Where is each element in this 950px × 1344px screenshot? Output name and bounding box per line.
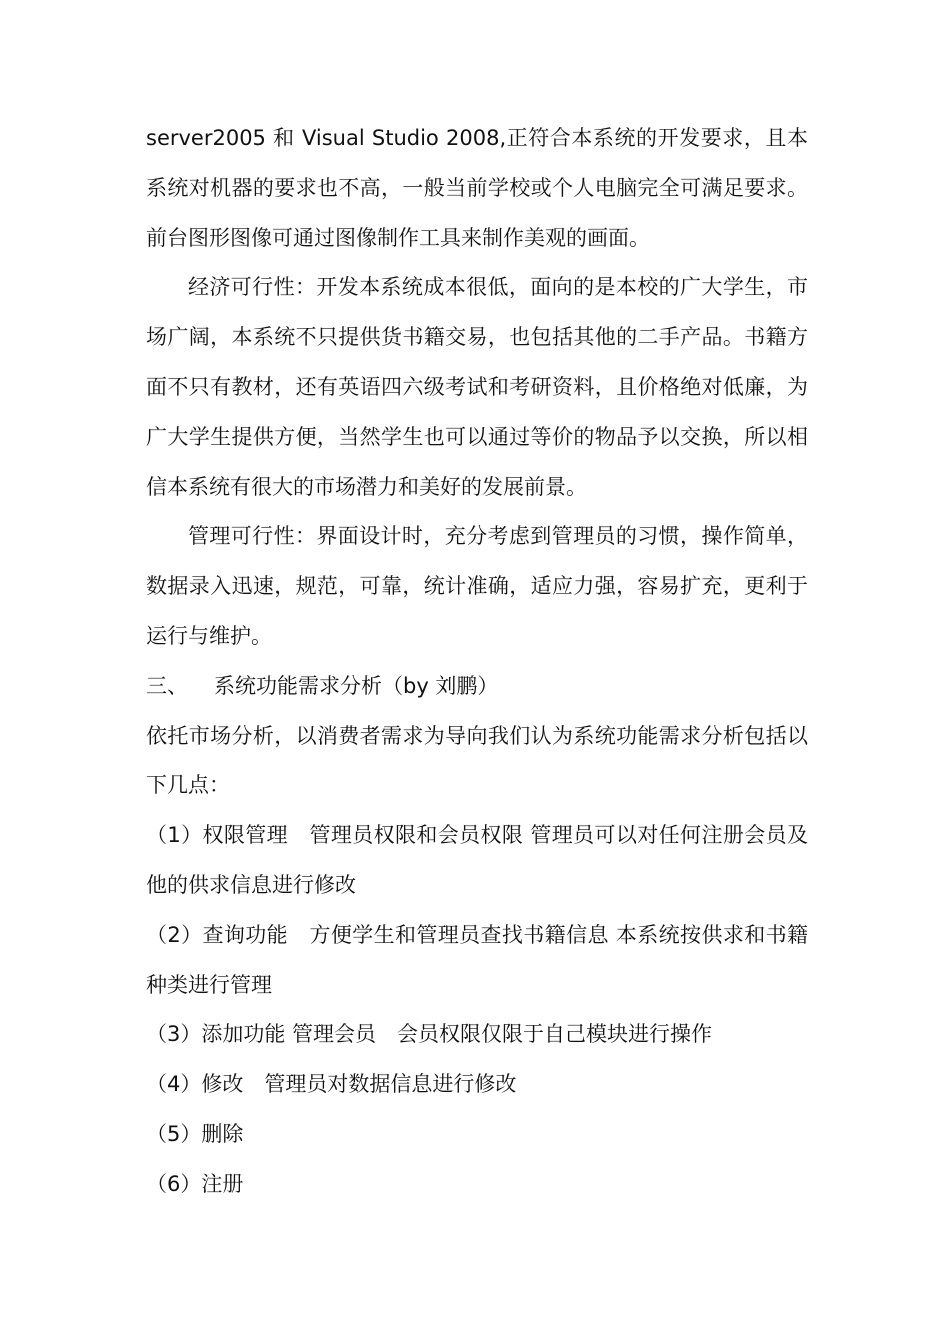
paragraph-economic-feasibility: 经济可行性：开发本系统成本很低，面向的是本校的广大学生，市场广阔，本系统不只提供货书籍交易，也包括其他的二手产品。书籍方面不只有教材，还有英语四六级考试和考研资料，且价格绝对低廉，为广大学生提供方便，当然学生也可以通过等价的物品予以交换，所以相信本系统有很大的市场潜力和美好的发展前景。: [146, 275, 808, 499]
list-item-modify: （4）修改 管理员对数据信息进行修改: [146, 1072, 517, 1097]
list-item-register: （6）注册: [146, 1171, 244, 1196]
document-body: [146, 114, 808, 1210]
list-item-query: （2）查询功能 方便学生和管理员查找书籍信息 本系统按供求和书籍种类进行管理: [146, 922, 808, 997]
section-heading: [146, 662, 808, 712]
paragraph-tech-feasibility: server2005 和 Visual Studio 2008,正符合本系统的开发要求，且本系统对机器的要求也不高，一般当前学校或个人电脑完全可满足要求。前台图形图像可通过图像制作工具来制作美观的画面。: [146, 126, 808, 250]
section-number: 三、: [146, 673, 188, 698]
list-item-add: （3）添加功能 管理会员 会员权限仅限于自己模块进行操作: [146, 1022, 713, 1047]
list-item-delete: （5）删除: [146, 1121, 244, 1146]
list-item-permissions: （1）权限管理 管理员权限和会员权限 管理员可以对任何注册会员及他的供求信息进行修改: [146, 823, 808, 897]
paragraph-intro: 依托市场分析，以消费者需求为导向我们认为系统功能需求分析包括以下几点：: [146, 723, 808, 798]
section-title: 系统功能需求分析（by 刘鹏）: [214, 673, 499, 698]
paragraph-management-feasibility: 管理可行性：界面设计时，充分考虑到管理员的习惯，操作简单，数据录入迅速，规范，可靠，统计准确，适应力强，容易扩充，更利于运行与维护。: [146, 524, 808, 648]
